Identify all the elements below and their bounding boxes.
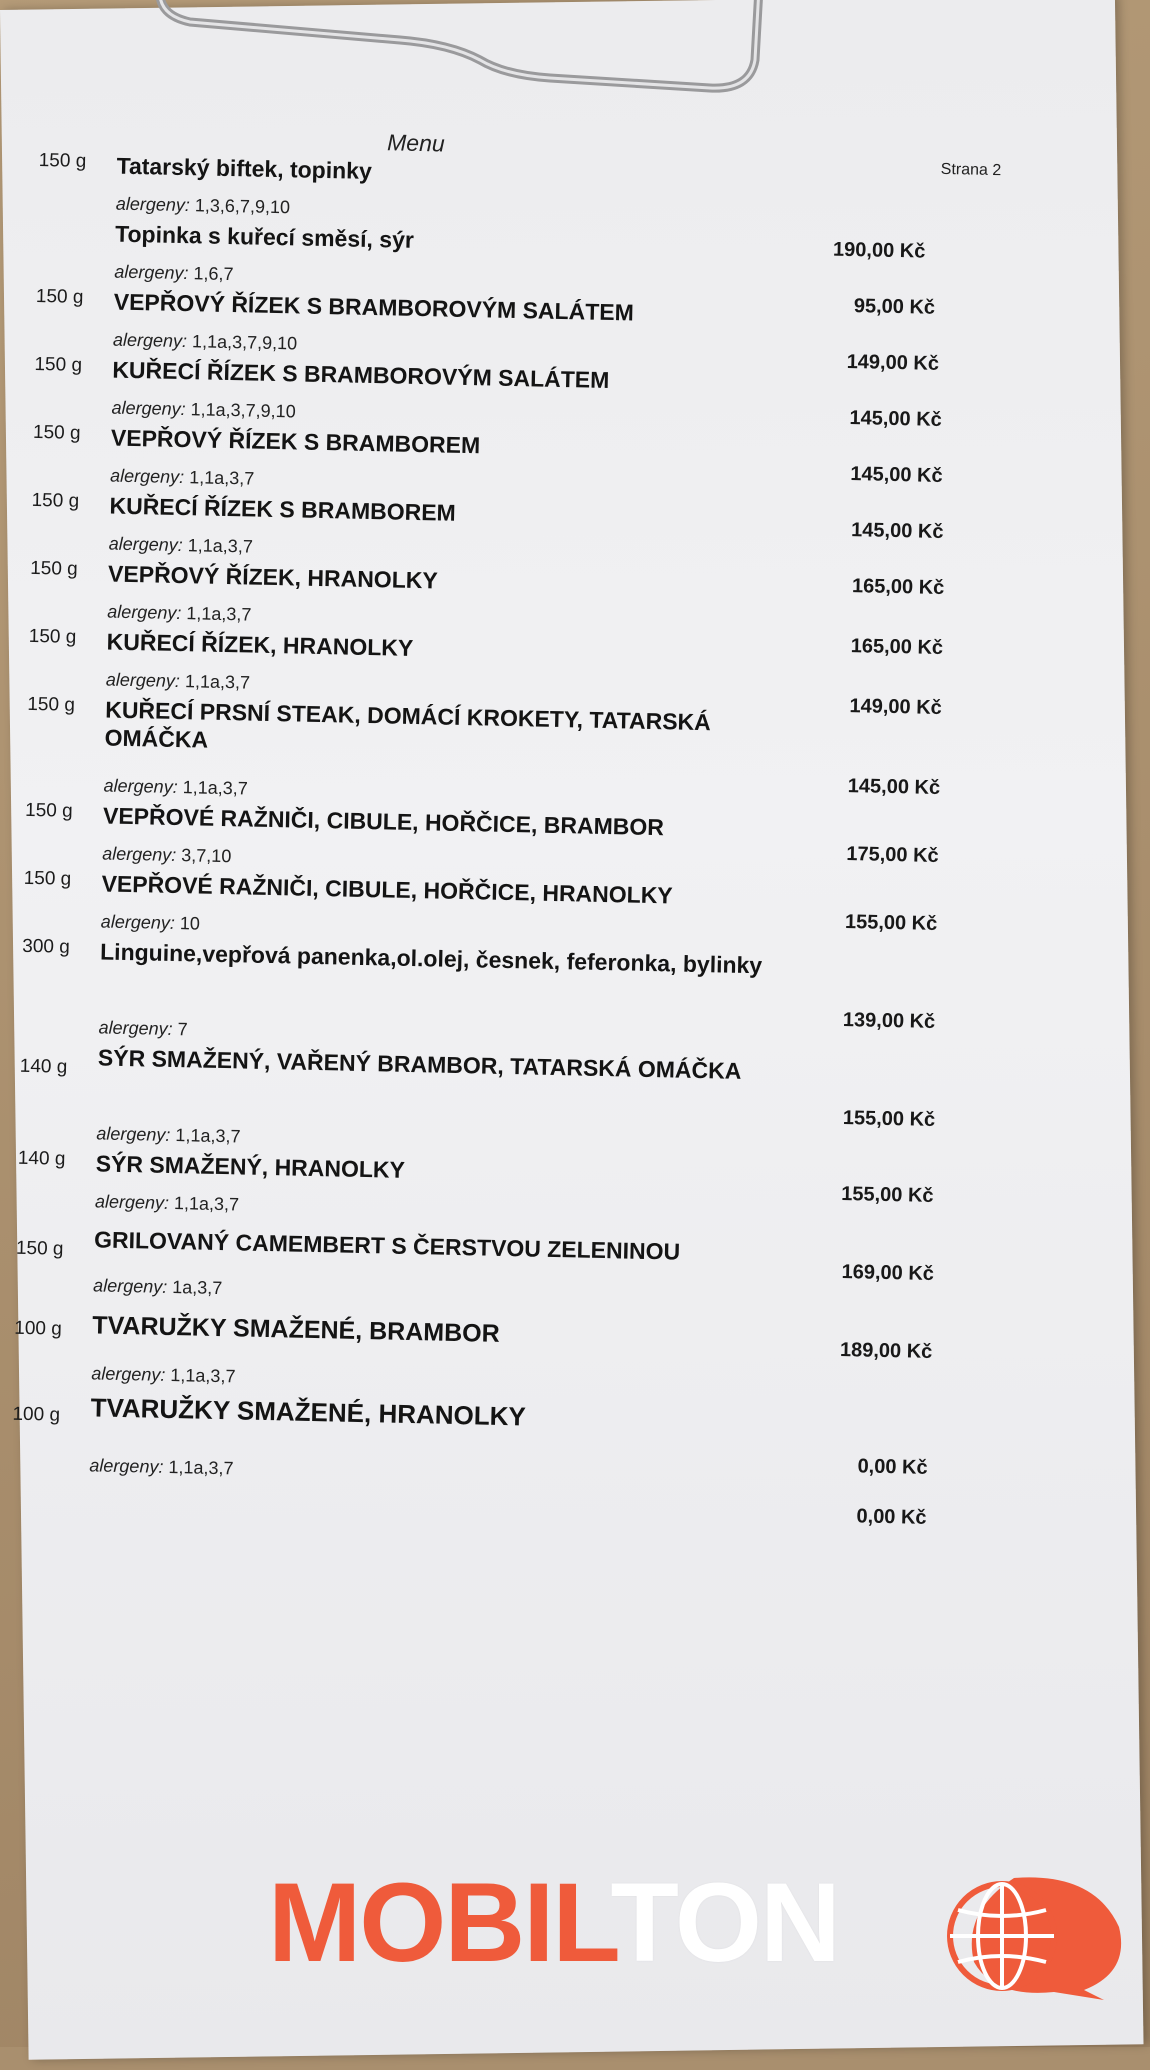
page-title: Menu [386,129,445,157]
item-price: 95,00 Kč [853,295,936,319]
item-allergens [95,1191,240,1215]
item-name: KUŘECÍ ŘÍZEK S BRAMBOREM [109,492,456,526]
item-weight: 100 g [12,1403,61,1426]
item-name: VEPŘOVÉ RAŽNIČI, CIBULE, HOŘČICE, HRANOLKY [101,870,673,909]
item-price: 175,00 Kč [846,843,939,867]
item-weight: 150 g [38,149,87,172]
item-allergens [91,1363,236,1387]
item-name: SÝR SMAŽENÝ, VAŘENÝ BRAMBOR, TATARSKÁ OMÁČKA [97,1044,742,1084]
allergen-codes: 10 [179,913,201,934]
allergen-label: alergeny: [91,1363,166,1385]
item-allergens [96,1123,241,1147]
allergen-codes: 1,1a,3,7 [170,1365,236,1387]
menu-item [0,149,1099,218]
item-name: GRILOVANÝ CAMEMBERT S ČERSTVOU ZELENINOU [93,1226,681,1265]
item-name: VEPŘOVÝ ŘÍZEK S BRAMBOROVÝM SALÁTEM [113,288,635,326]
item-weight: 150 g [15,1237,64,1260]
allergen-codes: 1,1a,3,7 [184,671,251,693]
item-name: Topinka s kuřecí směsí, sýr [114,220,415,253]
allergen-codes: 1,1a,3,7 [189,467,255,489]
item-name: TVARUŽKY SMAŽENÉ, HRANOLKY [90,1392,527,1432]
item-allergens [114,262,234,285]
allergen-label: alergeny: [100,911,176,934]
item-allergens [107,602,252,626]
item-allergens [98,1017,188,1040]
allergen-codes: 1,1a,3,7,9,10 [191,331,298,354]
allergen-codes: 1,1a,3,7 [168,1456,234,1479]
allergen-label: alergeny: [109,465,185,488]
allergen-codes: 1,1a,3,7,9,10 [190,399,296,422]
item-weight: 150 g [27,693,76,716]
allergen-label: alergeny: [105,669,181,692]
allergen-codes: 1,1a,3,7 [182,777,248,799]
item-weight: 140 g [19,1055,68,1078]
item-price: 189,00 Kč [839,1339,933,1363]
allergen-codes: 1,6,7 [193,263,234,285]
item-weight: 150 g [34,353,83,376]
item-weight: 100 g [14,1317,63,1340]
item-name: VEPŘOVÉ RAŽNIČI, CIBULE, HOŘČICE, BRAMBOR [102,802,665,841]
logo-text-mobil: MOBIL [268,1860,611,1985]
item-price: 155,00 Kč [844,911,938,935]
item-price: 155,00 Kč [842,1107,936,1131]
allergen-label: alergeny: [112,329,188,352]
item-allergens [116,194,291,219]
globe-speech-bubble-icon [934,1872,1130,2002]
item-allergens [103,775,248,799]
item-name: KUŘECÍ ŘÍZEK S BRAMBOROVÝM SALÁTEM [112,356,610,393]
item-price: 165,00 Kč [851,575,945,600]
allergen-codes: 1,1a,3,7 [186,603,252,625]
allergen-label: alergeny: [98,1017,173,1039]
allergen-codes: 3,7,10 [181,845,232,867]
page-number: Strana 2 [940,160,1002,180]
allergen-label: alergeny: [94,1191,170,1213]
allergen-label: alergeny: [107,601,182,624]
allergen-label: alergeny: [102,843,177,866]
logo-text-ton: TON [610,1860,839,1985]
mobilton-logo [268,1860,839,1985]
item-allergens [108,534,253,558]
allergen-label: alergeny: [115,193,191,216]
item-allergens [113,330,298,355]
item-weight: 150 g [23,867,72,890]
item-price: 149,00 Kč [846,350,940,375]
item-name: VEPŘOVÝ ŘÍZEK, HRANOLKY [107,560,439,594]
allergen-codes: 1a,3,7 [172,1277,223,1299]
item-weight: 300 g [22,935,71,958]
allergen-label: alergeny: [89,1455,164,1477]
allergen-label: alergeny: [92,1275,168,1297]
item-allergens [93,1275,223,1299]
item-name: TVARUŽKY SMAŽENÉ, BRAMBOR [92,1311,500,1348]
item-price: 145,00 Kč [850,463,943,487]
item-price: 149,00 Kč [849,695,942,720]
item-weight: 150 g [24,799,73,822]
item-name: VEPŘOVÝ ŘÍZEK S BRAMBOREM [110,424,481,459]
allergen-codes: 1,1a,3,7 [173,1193,240,1215]
item-weight: 150 g [35,285,84,308]
allergen-codes: 1,1a,3,7 [175,1125,241,1147]
item-price: 145,00 Kč [847,775,941,799]
item-allergens [101,911,201,934]
item-name: SÝR SMAŽENÝ, HRANOLKY [95,1150,406,1183]
item-allergens [102,843,232,867]
allergen-label: alergeny: [108,533,183,556]
allergen-label: alergeny: [114,261,189,284]
allergen-label: alergeny: [103,775,178,798]
item-name: Linguine,vepřová panenka,ol.olej, česnek, feferonka, bylinky [99,938,763,979]
item-price: 190,00 Kč [832,238,926,263]
item-weight: 140 g [17,1147,66,1170]
allergen-label: alergeny: [111,397,186,420]
item-price: 139,00 Kč [842,1009,936,1033]
item-name: KUŘECÍ PRSNÍ STEAK, DOMÁCÍ KROKETY, TATARSKÁ OMÁČKA [104,696,712,753]
allergen-label: alergeny: [96,1123,171,1145]
item-price: 155,00 Kč [841,1183,934,1207]
item-price: 0,00 Kč [856,1505,927,1529]
item-price: 165,00 Kč [850,635,944,660]
item-weight: 150 g [32,421,81,444]
item-price: 145,00 Kč [849,407,943,431]
item-weight: 150 g [29,557,78,580]
item-allergens [110,466,255,490]
allergen-codes: 1,1a,3,7 [187,535,254,557]
item-weight: 150 g [28,625,77,648]
item-name: KUŘECÍ ŘÍZEK, HRANOLKY [106,628,414,661]
item-price: 145,00 Kč [850,519,944,544]
item-weight: 150 g [31,489,80,512]
item-allergens [89,1455,234,1479]
allergen-codes: 7 [177,1019,188,1040]
item-allergens [111,398,296,423]
item-allergens [106,670,251,694]
item-name: Tatarský biftek, topinky [116,152,373,184]
item-price: 169,00 Kč [841,1261,935,1285]
item-price: 0,00 Kč [857,1455,928,1479]
allergen-codes: 1,3,6,7,9,10 [194,195,291,218]
